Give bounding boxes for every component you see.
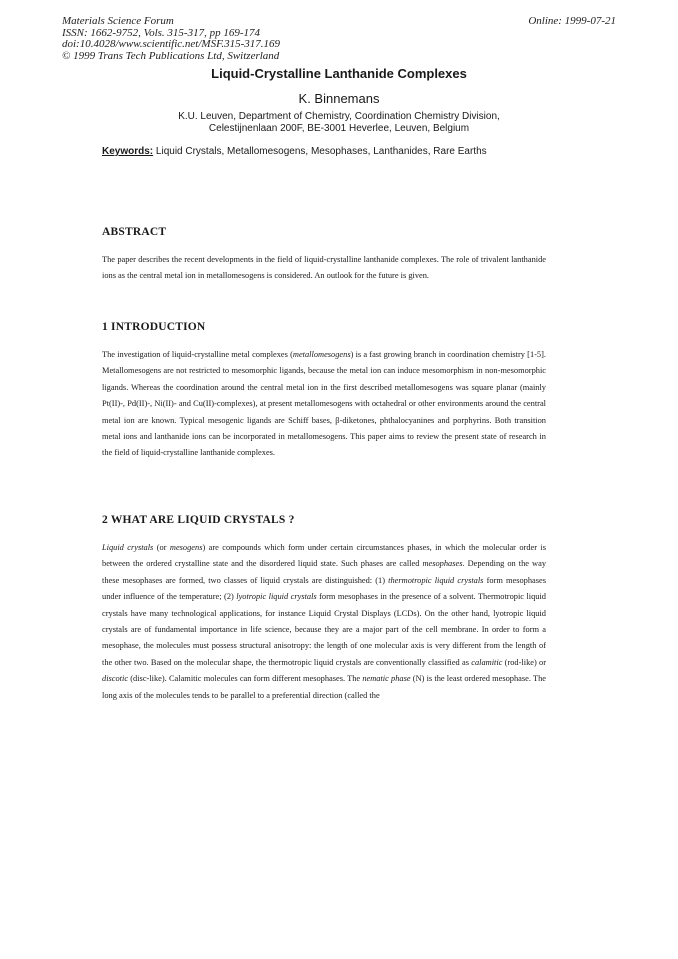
- introduction-heading: 1 INTRODUCTION: [102, 321, 206, 333]
- affiliation-line-1: K.U. Leuven, Department of Chemistry, Coordination Chemistry Division,: [178, 111, 500, 122]
- journal-doi: doi:10.4028/www.scientific.net/MSF.315-317.169: [62, 38, 281, 50]
- intro-run: The investigation of liquid-crystalline metal complexes (: [102, 350, 293, 359]
- introduction-text: [102, 347, 546, 462]
- paper-title: Liquid-Crystalline Lanthanide Complexes: [211, 66, 467, 81]
- keywords-text: Liquid Crystals, Metallomesogens, Mesophases, Lanthanides, Rare Earths: [155, 146, 487, 157]
- text-run: (or: [153, 543, 170, 552]
- keywords-label: Keywords:: [102, 146, 154, 157]
- abstract-heading: ABSTRACT: [102, 226, 167, 238]
- text-run: form mesophases under influence of the temperature; (2): [102, 575, 546, 602]
- paper-author: K. Binnemans: [298, 91, 380, 106]
- section2-heading: 2 WHAT ARE LIQUID CRYSTALS ?: [102, 514, 295, 526]
- term: mesophases.: [422, 559, 465, 569]
- online-date: Online: 1999-07-21: [528, 15, 616, 27]
- term: mesogens: [169, 543, 203, 552]
- author-affiliation: [0, 111, 678, 135]
- term: calamitic: [471, 657, 503, 667]
- text-run: form mesophases in the presence of a solvent. Thermotropic liquid crystals have many technological applications, for instance Liquid Crystal Displays (LCDs). On the other hand, lyotropic liquid crystals are of fundamental importance in life science, because they are a major part of the cell membrane. In order to form a mesophase, the molecules must possess structural anisotropy: the length of one molecular axis is very different from the length of the other two. Based on the molecular shape, the thermotropic liquid crystals are conventionally classified as: [102, 592, 546, 667]
- term: lyotropic liquid crystals: [236, 592, 317, 602]
- text-run: Depending on the way these mesophases are formed, two classes of liquid crystals are distinguished: (1): [102, 559, 547, 585]
- text-run: (rod-like) or: [502, 657, 546, 667]
- journal-header: [62, 16, 280, 62]
- affiliation-line-2: Celestijnenlaan 200F, BE-3001 Heverlee, Leuven, Belgium: [208, 123, 470, 134]
- section2-text: [102, 540, 546, 704]
- journal-copyright: © 1999 Trans Tech Publications Ltd, Switzerland: [62, 49, 280, 62]
- abstract-text: The paper describes the recent developments in the field of liquid-crystalline lanthanide complexes. The role of trivalent lanthanide ions as the central metal ion in metallomesogens is considered. An outlook for the future is given.: [102, 255, 546, 281]
- term: nematic phase: [362, 674, 411, 684]
- keywords: [102, 146, 487, 157]
- text-run: (disc-like). Calamitic molecules can form different mesophases. The: [128, 674, 363, 684]
- journal-issn: ISSN: 1662-9752, Vols. 315-317, pp 169-174: [62, 26, 260, 39]
- text-run: ) are compounds which form under certain circumstances phases, in which the molecular order is between the ordered crystalline state and the disordered liquid state. Such phases are called: [102, 543, 546, 569]
- term: Liquid crystals: [102, 543, 154, 552]
- text-run: (N) is the least ordered mesophase. The long axis of the molecules tends to be parallel to a preferential direction (called the: [102, 674, 546, 700]
- intro-run: ) is a fast growing branch in coordination chemistry [1-5]. Metallomesogens are not restricted to mesomorphic ligands, because the metal ion can induce mesomorphism in non-mesomorphic ligands. Whereas the coordination around the central metal ion in the first described metallomesogens was square planar (mainly Pt(II)-, Pd(II)-, Ni(II)- and Cu(II)-complexes), at present metallomesogens with octahedral or other environments around the central metal ion are known. Typical mesogenic ligands are Schiff bases, β-diketones, phthalocyanines and porphyrins. Both transition metal ions and lanthanide ions can be incorporated in metallomesogens. This paper aims to review the present state of research in the field of liquid-crystalline lanthanide complexes.: [102, 350, 547, 458]
- journal-name: Materials Science Forum: [62, 15, 174, 27]
- term: discotic: [102, 674, 129, 684]
- term: thermotropic liquid crystals: [388, 575, 484, 585]
- intro-term: metallomesogens: [292, 350, 351, 359]
